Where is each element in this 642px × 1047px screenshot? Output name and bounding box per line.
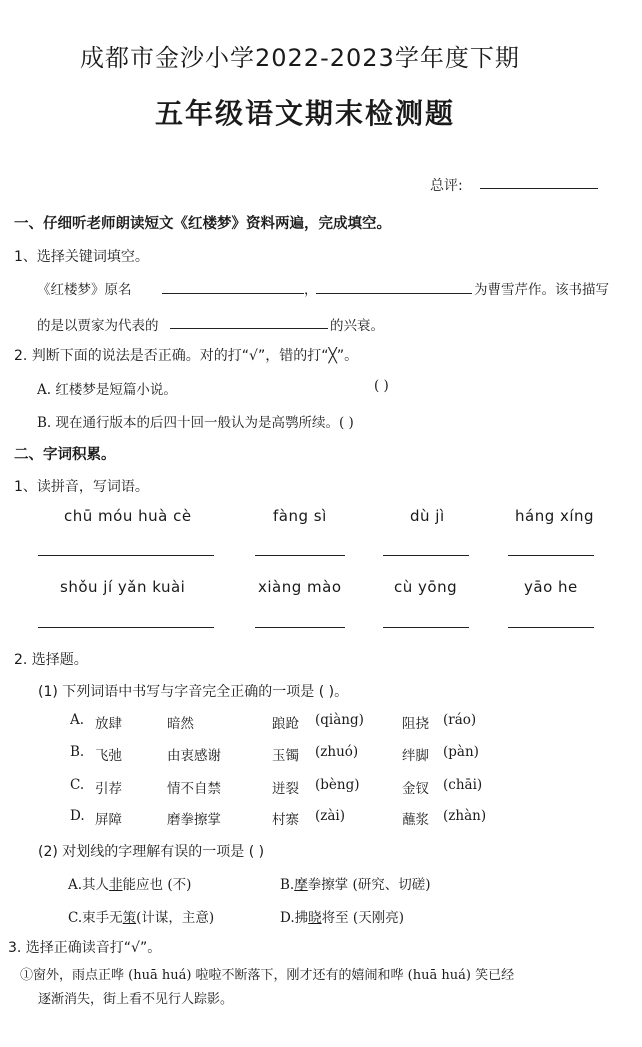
part1-q2-option-a-paren[interactable]: ( ) (374, 378, 389, 394)
part1-q2-label: 2. 判断下面的说法是否正确。对的打“√”，错的打“╳”。 (14, 348, 359, 364)
score-label: 总评: (430, 178, 463, 194)
part2-q2-sub1-label: (1) 下列词语中书写与字音完全正确的一项是 ( )。 (38, 684, 349, 700)
option-letter: C. (70, 777, 85, 793)
pinyin-item: cù yōng (394, 578, 458, 596)
answer-line[interactable] (38, 555, 214, 556)
part2-q3-line1: ①窗外，雨点正哗 (huā huá) 啦啦不断落下，刚才还有的嬉闹和哗 (huā huá) 笑已经 (20, 968, 515, 983)
part1-q1-line2-b: 的兴衰。 (330, 318, 384, 334)
part1-q1-line1-c: 为曹雪芹作。该书描写 (474, 282, 609, 298)
option-word: 由衷感谢 (167, 748, 221, 764)
option-word: 踉跄 (272, 716, 299, 732)
option-word: 屏障 (95, 812, 122, 828)
option-letter: D. (70, 808, 85, 824)
option-pinyin: (qiàng) (315, 712, 364, 728)
pinyin-item: yāo he (524, 578, 578, 596)
option-pinyin: (zhuó) (315, 744, 359, 760)
pinyin-item: chū móu huà cè (64, 507, 192, 525)
part1-q2-option-b: B. 现在通行版本的后四十回一般认为是高鹗所续。( ) (37, 415, 354, 431)
blank-original-name[interactable] (162, 293, 304, 294)
option-letter: A. (70, 712, 85, 728)
option-word: 蘸浆 (402, 812, 429, 828)
option-pinyin: (ráo) (443, 712, 477, 728)
answer-line[interactable] (38, 627, 214, 628)
option-word: 引荐 (95, 781, 122, 797)
part2-q1-label: 1、读拼音，写词语。 (14, 479, 149, 495)
option-word: 飞弛 (95, 748, 122, 764)
option-word: 绊脚 (402, 748, 429, 764)
option-word: 阻挠 (402, 716, 429, 732)
sub2-option-d: D.拂晓将至 (天刚亮) (280, 910, 404, 926)
underlined-char: 策 (122, 910, 137, 926)
option-word: 金钗 (402, 781, 429, 797)
blank-alt-name[interactable] (316, 293, 472, 294)
option-pinyin: (pàn) (443, 744, 479, 760)
blank-families[interactable] (170, 328, 328, 329)
underlined-char: 晓 (308, 910, 322, 926)
answer-line[interactable] (255, 627, 345, 628)
exam-title: 五年级语文期末检测题 (155, 97, 456, 130)
part1-q2-option-a: A. 红楼梦是短篇小说。 (37, 382, 177, 398)
pinyin-item: dù jì (410, 507, 445, 525)
sub2-option-b: B.摩拳擦掌 (研究、切磋) (280, 877, 431, 893)
answer-line[interactable] (508, 627, 594, 628)
option-pinyin: (bèng) (315, 777, 360, 793)
underlined-char: 摩 (294, 877, 308, 893)
answer-line[interactable] (255, 555, 345, 556)
part1-q1-line2-a: 的是以贾家为代表的 (37, 318, 159, 334)
answer-line[interactable] (383, 627, 469, 628)
pinyin-item: xiàng mào (258, 578, 342, 596)
option-word: 村寨 (272, 812, 299, 828)
part2-q3-label: 3. 选择正确读音打“√”。 (8, 940, 162, 956)
pinyin-item: fàng sì (273, 507, 327, 525)
score-blank[interactable] (480, 188, 598, 189)
option-pinyin: (chāi) (443, 777, 483, 793)
part1-q1-line1-b: ， (304, 282, 318, 298)
pinyin-item: shǒu jí yǎn kuài (60, 578, 186, 596)
sub2-option-c: C.束手无策(计谋，主意) (68, 910, 215, 926)
part2-heading: 二、字词积累。 (14, 447, 116, 463)
option-letter: B. (70, 744, 85, 760)
part1-q1-label: 1、选择关键词填空。 (14, 249, 149, 265)
option-word: 放肆 (95, 716, 122, 732)
part2-q2-sub2-label: (2) 对划线的字理解有误的一项是 ( ) (38, 844, 265, 860)
option-word: 玉镯 (272, 748, 299, 764)
option-pinyin: (zhàn) (443, 808, 487, 824)
pinyin-item: háng xíng (515, 507, 595, 525)
part1-q1-line1-a: 《红楼梦》原名 (37, 282, 132, 298)
option-word: 磨拳擦掌 (167, 812, 221, 828)
option-word: 暗然 (167, 716, 194, 732)
part2-q3-line2: 逐渐消失，街上看不见行人踪影。 (38, 992, 234, 1007)
sub2-option-a: A.其人非能应也 (不) (68, 877, 192, 893)
option-word: 迸裂 (272, 781, 299, 797)
answer-line[interactable] (508, 555, 594, 556)
option-word: 情不自禁 (167, 781, 221, 797)
school-line: 成都市金沙小学2022-2023学年度下期 (80, 44, 520, 72)
answer-line[interactable] (383, 555, 469, 556)
part2-q2-label: 2. 选择题。 (14, 652, 88, 668)
option-pinyin: (zài) (315, 808, 346, 824)
part1-heading: 一、仔细听老师朗读短文《红楼梦》资料两遍，完成填空。 (14, 216, 391, 232)
underlined-char: 非 (109, 877, 123, 893)
